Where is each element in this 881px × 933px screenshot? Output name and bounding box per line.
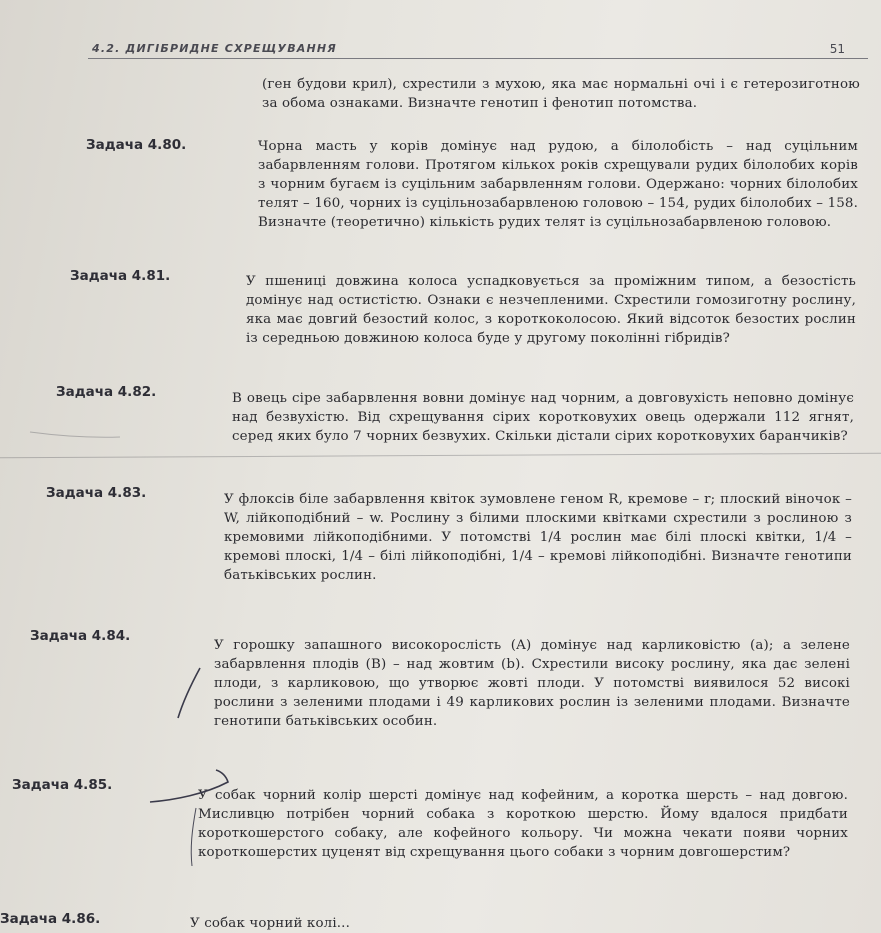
problem-text-4-83: У флоксів біле забарвлення квіток зумовлене геном R, кремове – r; плоский віночок – W, лійкоподібний – w. Рослину з білими плоскими квітками схрестили з рослиною з кремовими лійкоподібними. У потомстві 1/4 рослин має білі плоскі квітки, 1/4 – кремові плоскі, 1/4 – білі лійкоподібні, 1/4 – кремові лійкоподібні. Визначте генотипи батьківських рослин. [224,492,852,583]
photo-artifact-line [0,453,881,459]
pencil-bracket-mark [178,668,200,718]
header-divider [88,58,868,59]
problem-text-4-85: У собак чорний колір шерсті домінує над кофейним, а коротка шерсть – над довгою. Мисливцю потрібен чорний собака з короткою шерстю. Йому вдалося придбати короткошерстого собаку, але кофейного кольору. Чи можна чекати появи чорних короткошерстих цуценят від схрещування цього собаки з чорним довгошерстим? [198,788,848,860]
problem-text-4-84: У горошку запашного високорослість (A) домінує над карликовістю (a); а зелене забарвлення плодів (B) – над жовтим (b). Схрестили високу рослину, яка дає зелені плоди, з карликовою, що утворює жовті плоди. У потомстві виявилося 52 високі рослини з зеленими плодами і 49 карликових рослин із зеленими плодами. Визначте генотипи батьківських особин. [214,638,850,729]
page-number: 51 [829,42,845,56]
running-header-title: 4.2. ДИГІБРИДНЕ СХРЕЩУВАННЯ [92,42,337,55]
problem-label-4-81: Задача 4.81. [70,268,171,284]
problem-label-4-84: Задача 4.84. [30,628,131,644]
problem-label-4-80: Задача 4.80. [86,137,187,153]
problem-text-4-80: Чорна масть у корів домінує над рудою, а білолобість – над суцільним забарвленням голови. Протягом кількох років схрещували рудих білолобих корів з чорним бугаєм із суцільним забарвленням голови. Одержано: чорних білолобих телят – 160, чорних із суцільнозабарвленою головою – 154, рудих білолобих – 158. Визначте (теоретично) кількість рудих телят із суцільнозабарвленою головою. [258,139,858,230]
problem-label-4-85: Задача 4.85. [12,777,113,793]
problem-label-4-83: Задача 4.83. [46,485,147,501]
problem-text-4-82: В овець сіре забарвлення вовни домінує над чорним, а довговухість неповно домінує над безвухістю. Від схрещування сірих коротковухих овець одержали 112 ягнят, серед яких було 7 чорних безвухих. Скільки дістали сірих коротковухих баранчиків? [232,391,854,444]
problem-text-4-86: У собак чорний колі... [190,916,350,931]
problem-text-4-81: У пшениці довжина колоса успадковується за проміжним типом, а безостість домінує над остистістю. Ознаки є незчепленими. Схрестили гомозиготну рослину, яка має довгий безостий колос, з короткоколосою. Який відсоток безостих рослин із середньою довжиною колоса буде у другому поколінні гібридів? [246,274,856,346]
problem-label-4-82: Задача 4.82. [56,384,157,400]
pencil-faint-stroke [30,432,120,437]
pencil-margin-line [191,808,196,866]
continuation-paragraph: (ген будови крил), схрестили з мухою, яка має нормальні очі і є гетерозиготною за обома ознаками. Визначте генотип і фенотип потомства. [262,77,860,111]
problem-label-4-86: Задача 4.86. [0,911,101,927]
